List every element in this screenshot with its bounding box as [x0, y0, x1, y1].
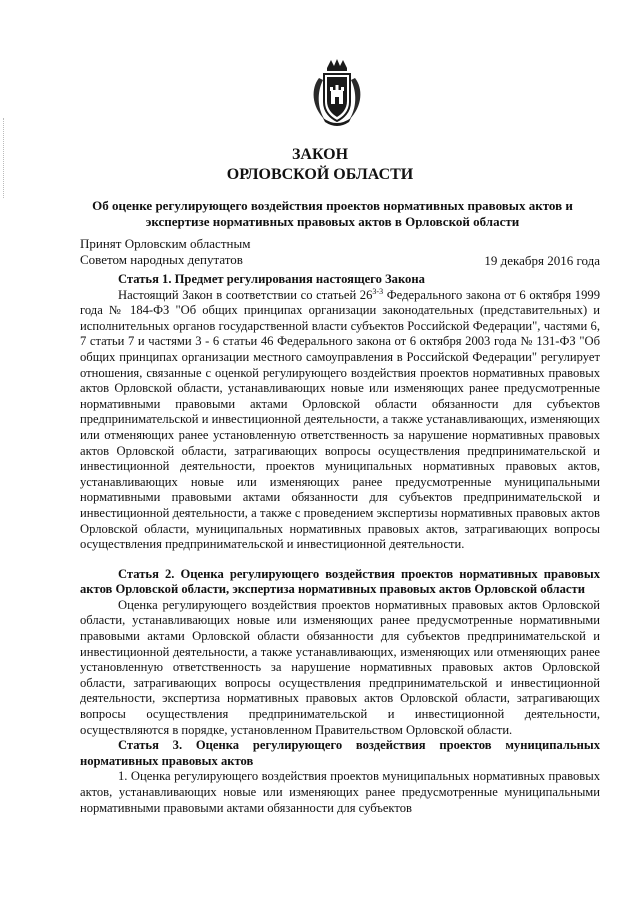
adopted-by-line1: Принят Орловским областным: [80, 236, 251, 251]
law-body: [80, 272, 600, 816]
adopted-date: 19 декабря 2016 года: [484, 253, 600, 268]
law-subject: Об оценке регулирующего воздействия проектов нормативных правовых актов и экспертизе нормативных правовых актов в Орловской области: [92, 198, 573, 229]
article-2-heading: Статья 2. Оценка регулирующего воздействия проектов нормативных правовых актов Орловской области, экспертиза нормативных правовых актов Орловской области: [80, 566, 600, 597]
article-1-paragraph: [80, 288, 600, 553]
law-title: ЗАКОН: [291, 146, 349, 163]
article-1-superscript: 3-3: [372, 286, 384, 296]
article-1-text-start: Настоящий Закон в соответствии со статьей 26: [118, 287, 373, 302]
article-1-heading: Статья 1. Предмет регулирования настоящего Закона: [118, 272, 425, 286]
article-3-heading: Статья 3. Оценка регулирующего воздействия проектов муниципальных нормативных правовых актов: [80, 738, 600, 768]
article-3-paragraph: 1. Оценка регулирующего воздействия проектов муниципальных нормативных правовых актов, устанавливающих новые или изменяющих ранее предусмотренные муниципальными нормативными правовыми актами обязанности для субъектов: [80, 769, 600, 815]
article-2-paragraph: Оценка регулирующего воздействия проектов нормативных правовых актов Орловской области, устанавливающих новые или изменяющих ранее предусмотренные нормативными правовыми актами Орловской области обязанности для субъектов предпринимательской и инвестиционной деятельности, а также устанавливающих, изменяющих или отменяющих ранее установленную ответственность за нарушение нормативных правовых актов Орловской области, затрагивающих вопросы осуществления предпринимательской и инвестиционной деятельности, экспертиза нормативных правовых актов Орловской области, затрагивающих вопросы осуществления предпринимательской и инвестиционной деятельности, осуществляются в порядке, установленном Правительством Орловской области.: [80, 597, 600, 737]
coat-of-arms-icon: [305, 58, 369, 128]
adopted-by: [80, 236, 250, 268]
law-region: ОРЛОВСКОЙ ОБЛАСТИ: [226, 166, 414, 183]
adopted-by-line2: Советом народных депутатов: [80, 252, 243, 267]
article-1-text-rest: Федерального закона от 6 октября 1999 года № 184-ФЗ "Об общих принципах организации законодательных (представительных) и исполнительных органов государственной власти субъектов Российской Федерации", частями 6, 7 статьи 7 и частями 3 - 6 статьи 46 Федерального закона от 6 октября 2003 года № 131-ФЗ "Об общих принципах организации местного самоуправления в Российской Федерации" регулирует отношения, связанные с оценкой регулирующего воздействия проектов нормативных правовых актов Орловской области, устанавливающих новые или изменяющих ранее предусмотренные нормативными правовыми актами Орловской области обязанности для субъектов предпринимательской и инвестиционной деятельности, а также устанавливающих, изменяющих или отменяющих ранее установленную ответственность за нарушение нормативных правовых актов Орловской области, затрагивающих вопросы осуществления предпринимательской и инвестиционной деятельности, проектов муниципальных нормативных правовых актов, устанавливающих новые или изменяющих ранее предусмотренные муниципальными нормативными правовыми актами обязанности для субъектов предпринимательской и инвестиционной деятельности, а также с проведением экспертизы нормативных правовых актов Орловской области, муниципальных нормативных правовых актов, затрагивающих вопросы осуществления предпринимательской и инвестиционной деятельности.: [80, 287, 600, 552]
